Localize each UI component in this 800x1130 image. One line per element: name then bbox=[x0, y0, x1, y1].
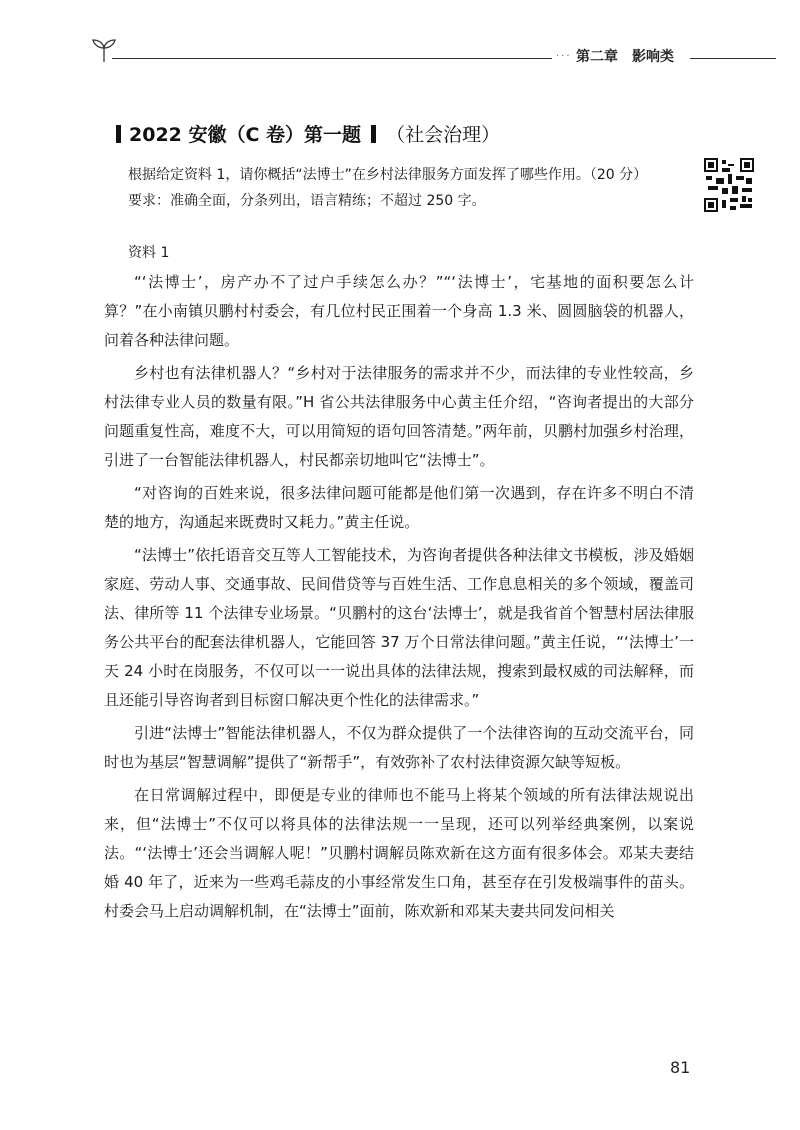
chapter-title bbox=[576, 46, 688, 66]
section-tag: （社会治理） bbox=[386, 124, 501, 146]
section-title: 2022 安徽（C 卷）第一题 bbox=[129, 124, 362, 146]
page-header bbox=[90, 36, 776, 76]
material-text bbox=[104, 268, 694, 930]
chapter-number: 第二章 bbox=[576, 49, 618, 65]
paragraph: 引进“法博士”智能法律机器人，不仅为群众提供了一个法律咨询的互动交流平台，同时也为基层“智慧调解”提供了“新帮手”，有效弥补了农村法律资源欠缺等短板。 bbox=[104, 724, 694, 771]
paragraph: “‘法博士’，房产办不了过户手续怎么办？”“‘法博士’，宅基地的面积要怎么计算？”在小南镇贝鹏村村委会，有几位村民正围着一个身高 1.3 米、圆圆脑袋的机器人，问着各种法律问题。 bbox=[104, 273, 694, 349]
heading-bar-left bbox=[116, 125, 121, 143]
chapter-category: 影响类 bbox=[632, 49, 674, 65]
question-prompt: 根据给定资料 1，请你概括“法博士”在乡村法律服务方面发挥了哪些作用。（20 分） bbox=[128, 167, 648, 183]
header-rule-left bbox=[112, 58, 552, 59]
qr-code-icon[interactable] bbox=[704, 158, 754, 212]
heading-bar-right bbox=[371, 125, 376, 143]
section-heading bbox=[116, 120, 500, 147]
question-requirements: 要求：准确全面，分条列出，语言精练；不超过 250 字。 bbox=[128, 193, 486, 209]
material-label: 资料 1 bbox=[128, 245, 170, 261]
sprout-icon bbox=[90, 36, 120, 66]
header-dots: ··· bbox=[556, 51, 572, 62]
paragraph: “对咨询的百姓来说，很多法律问题可能都是他们第一次遇到，存在许多不明白不清楚的地方，沟通起来既费时又耗力。”黄主任说。 bbox=[104, 484, 694, 531]
paragraph: 乡村也有法律机器人？“乡村对于法律服务的需求并不少，而法律的专业性较高，乡村法律专业人员的数量有限。”H 省公共法律服务中心黄主任介绍，“咨询者提出的大部分问题重复性高，难度不大，可以用简短的语句回答清楚。”两年前，贝鹏村加强乡村治理，引进了一台智能法律机器人，村民都亲切地叫它“法博士”。 bbox=[104, 364, 694, 469]
header-rule-right bbox=[690, 58, 776, 59]
question-block bbox=[128, 162, 688, 214]
page-number: 81 bbox=[670, 1058, 691, 1077]
paragraph: “法博士”依托语音交互等人工智能技术，为咨询者提供各种法律文书模板，涉及婚姻家庭、劳动人事、交通事故、民间借贷等与百姓生活、工作息息相关的多个领域，覆盖司法、律所等 11 个法律专业场景。“贝鹏村的这台‘法博士’，就是我省首个智慧村居法律服务公共平台的配套法律机器人，它能回答 37 万个日常法律问题。”黄主任说，“‘法博士’一天 24 小时在岗服务，不仅可以一一说出具体的法律法规，搜索到最权威的司法解释，而且还能引导咨询者到目标窗口解决更个性化的法律需求。” bbox=[104, 546, 694, 709]
paragraph: 在日常调解过程中，即便是专业的律师也不能马上将某个领域的所有法律法规说出来，但“法博士”不仅可以将具体的法律法规一一呈现，还可以列举经典案例，以案说法。“‘法博士’还会当调解人呢！”贝鹏村调解员陈欢新在这方面有很多体会。邓某夫妻结婚 40 年了，近来为一些鸡毛蒜皮的小事经常发生口角，甚至存在引发极端事件的苗头。村委会马上启动调解机制，在“法博士”面前，陈欢新和邓某夫妻共同发问相关 bbox=[104, 786, 694, 920]
